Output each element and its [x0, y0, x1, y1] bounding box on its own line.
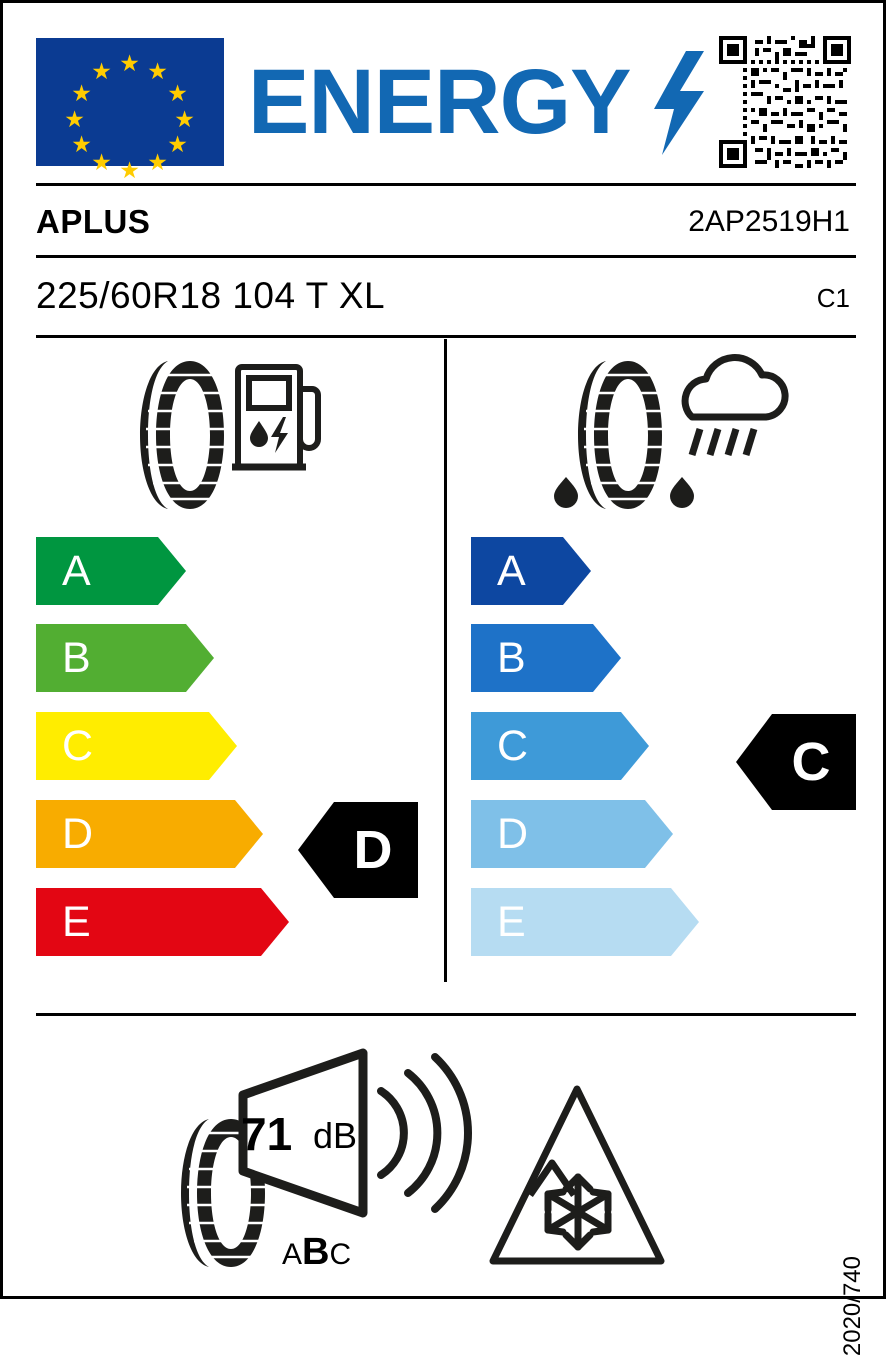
tyre-icon [554, 361, 694, 509]
grade-row-fuel-a [36, 537, 186, 605]
wet-grip-scale [471, 537, 771, 987]
wet-grip-rating [736, 714, 856, 810]
noise-class-before: A [282, 1238, 303, 1271]
grade-row-fuel-b [36, 624, 214, 692]
grade-letter-fuel-c: C [62, 722, 94, 770]
grade-row-wet-d [471, 800, 673, 868]
brand-name: APLUS [36, 203, 151, 240]
grade-row-fuel-c [36, 712, 237, 780]
noise-unit: dB [313, 1115, 358, 1156]
grade-letter-wet-c: C [497, 722, 529, 770]
snowflake-glyph [548, 1177, 608, 1247]
grade-letter-wet-a: A [497, 547, 526, 595]
grade-row-wet-b [471, 624, 621, 692]
qr-code-icon [719, 36, 851, 168]
divider-bottom [36, 1013, 856, 1016]
grade-letter-wet-d: D [497, 810, 529, 858]
grade-row-fuel-d [36, 800, 263, 868]
grade-letter-wet-e: E [497, 898, 526, 946]
divider-size [36, 335, 856, 338]
eu-flag-icon: ★ ★ ★ ★ ★ ★ ★ ★ ★ ★ ★ ★ [36, 38, 224, 166]
fuel-drop-glyph [250, 417, 288, 453]
grade-arrow-fuel-a [36, 537, 186, 605]
noise-class-after: C [329, 1238, 352, 1271]
grade-row-wet-e [471, 888, 699, 956]
type-code: 2AP2519H1 [688, 205, 850, 238]
fuel-pump-icon [232, 367, 318, 467]
grade-letter-fuel-a: A [62, 547, 91, 595]
fuel-efficiency-rating [298, 802, 418, 898]
energy-wordmark: ENERGY [248, 51, 631, 153]
grade-arrow-wet-a [471, 537, 591, 605]
wet-rating-letter: C [791, 732, 831, 792]
grade-row-wet-c [471, 712, 649, 780]
noise-class-current: B [302, 1231, 330, 1273]
grade-row-fuel-e [36, 888, 289, 956]
fuel-efficiency-scale [36, 537, 336, 987]
divider-header [36, 183, 856, 186]
tyre-size: 225/60R18 104 T XL [36, 275, 386, 316]
fuel-rating-letter: D [353, 820, 393, 880]
grade-letter-fuel-e: E [62, 898, 91, 946]
tyre-icon [140, 361, 228, 509]
regulation-reference: 2020/740 [839, 1256, 866, 1356]
energy-bolt-icon [648, 51, 708, 155]
divider-columns [444, 339, 447, 982]
three-peak-mountain-snowflake-icon [490, 1085, 665, 1265]
noise-value: 71 [241, 1108, 293, 1160]
wet-grip-pictogram [536, 355, 786, 525]
divider-brand [36, 255, 856, 258]
grade-letter-fuel-d: D [62, 810, 94, 858]
grade-letter-fuel-b: B [62, 634, 91, 682]
sound-waves-icon [381, 1057, 468, 1209]
rain-cloud-icon [685, 358, 785, 455]
tyre-class: C1 [816, 283, 850, 313]
grade-letter-wet-b: B [497, 634, 526, 682]
grade-arrow-wet-b [471, 624, 621, 692]
fuel-efficiency-pictogram [128, 355, 328, 515]
grade-row-wet-a [471, 537, 591, 605]
noise-class-indicator [282, 1231, 351, 1274]
